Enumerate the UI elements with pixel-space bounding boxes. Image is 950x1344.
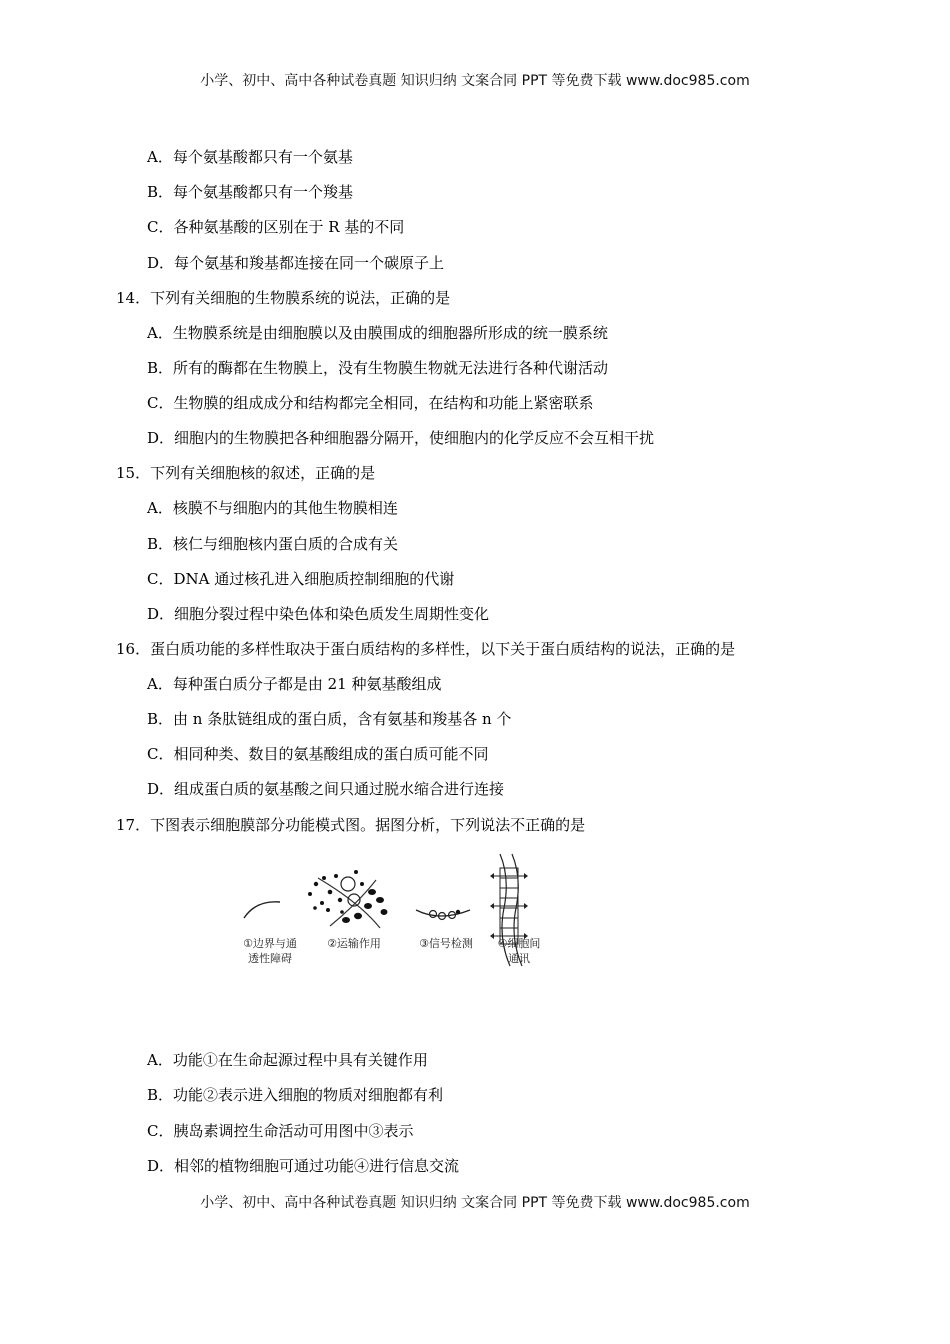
q14-stem: 14．下列有关细胞的生物膜系统的说法，正确的是 xyxy=(116,289,451,307)
signal-detection-drawing xyxy=(416,910,470,920)
q15-option-d: D．细胞分裂过程中染色体和染色质发生周期性变化 xyxy=(147,605,490,623)
q15-stem: 15．下列有关细胞核的叙述，正确的是 xyxy=(116,464,376,482)
q17-option-a: A．功能①在生命起源过程中具有关键作用 xyxy=(147,1051,428,1069)
q14-option-c: C．生物膜的组成成分和结构都完全相同，在结构和功能上紧密联系 xyxy=(147,394,594,412)
q16-option-a: A．每种蛋白质分子都是由 21 种氨基酸组成 xyxy=(147,675,442,693)
q15-option-a: A．核膜不与细胞内的其他生物膜相连 xyxy=(147,499,398,517)
q16-stem: 16．蛋白质功能的多样性取决于蛋白质结构的多样性，以下关于蛋白质结构的说法，正确的是 xyxy=(116,640,736,658)
membrane-function-figure xyxy=(230,848,570,973)
q14-option-a: A．生物膜系统是由细胞膜以及由膜围成的细胞器所形成的统一膜系统 xyxy=(147,324,608,342)
q17-option-d: D．相邻的植物细胞可通过功能④进行信息交流 xyxy=(147,1157,460,1175)
q17-option-b: B．功能②表示进入细胞的物质对细胞都有利 xyxy=(147,1086,444,1104)
q16-option-b: B．由 n 条肽链组成的蛋白质，含有氨基和羧基各 n 个 xyxy=(147,710,512,728)
page-footer: 小学、初中、高中各种试卷真题 知识归纳 文案合同 PPT 等免费下载 www.doc985.com xyxy=(200,1195,750,1211)
q14-option-b: B．所有的酶都在生物膜上，没有生物膜生物就无法进行各种代谢活动 xyxy=(147,359,609,377)
transport-drawing xyxy=(308,870,388,928)
q15-option-b: B．核仁与细胞核内蛋白质的合成有关 xyxy=(147,535,399,553)
figure-label-1: ①边界与通 透性障碍 xyxy=(243,937,297,965)
q17-stem: 17．下图表示细胞膜部分功能模式图。据图分析，下列说法不正确的是 xyxy=(116,816,586,834)
figure-label-2: ②运输作用 xyxy=(327,937,381,950)
q13-option-b: B．每个氨基酸都只有一个羧基 xyxy=(147,183,354,201)
q15-option-c: C．DNA 通过核孔进入细胞质控制细胞的代谢 xyxy=(147,570,455,588)
page-header: 小学、初中、高中各种试卷真题 知识归纳 文案合同 PPT 等免费下载 www.doc985.com xyxy=(200,73,750,89)
q16-option-c: C．相同种类、数目的氨基酸组成的蛋白质可能不同 xyxy=(147,745,489,763)
q13-option-d: D．每个氨基和羧基都连接在同一个碳原子上 xyxy=(147,254,445,272)
q13-option-a: A．每个氨基酸都只有一个氨基 xyxy=(147,148,353,166)
q14-option-d: D．细胞内的生物膜把各种细胞器分隔开，使细胞内的化学反应不会互相干扰 xyxy=(147,429,655,447)
q16-option-d: D．组成蛋白质的氨基酸之间只通过脱水缩合进行连接 xyxy=(147,780,505,798)
q17-option-c: C．胰岛素调控生命活动可用图中③表示 xyxy=(147,1122,414,1140)
figure-label-4: ④细胞间 通讯 xyxy=(497,937,541,965)
q13-option-c: C．各种氨基酸的区别在于 R 基的不同 xyxy=(147,218,405,236)
boundary-membrane-drawing xyxy=(244,902,280,918)
figure-label-3: ③信号检测 xyxy=(419,937,473,950)
